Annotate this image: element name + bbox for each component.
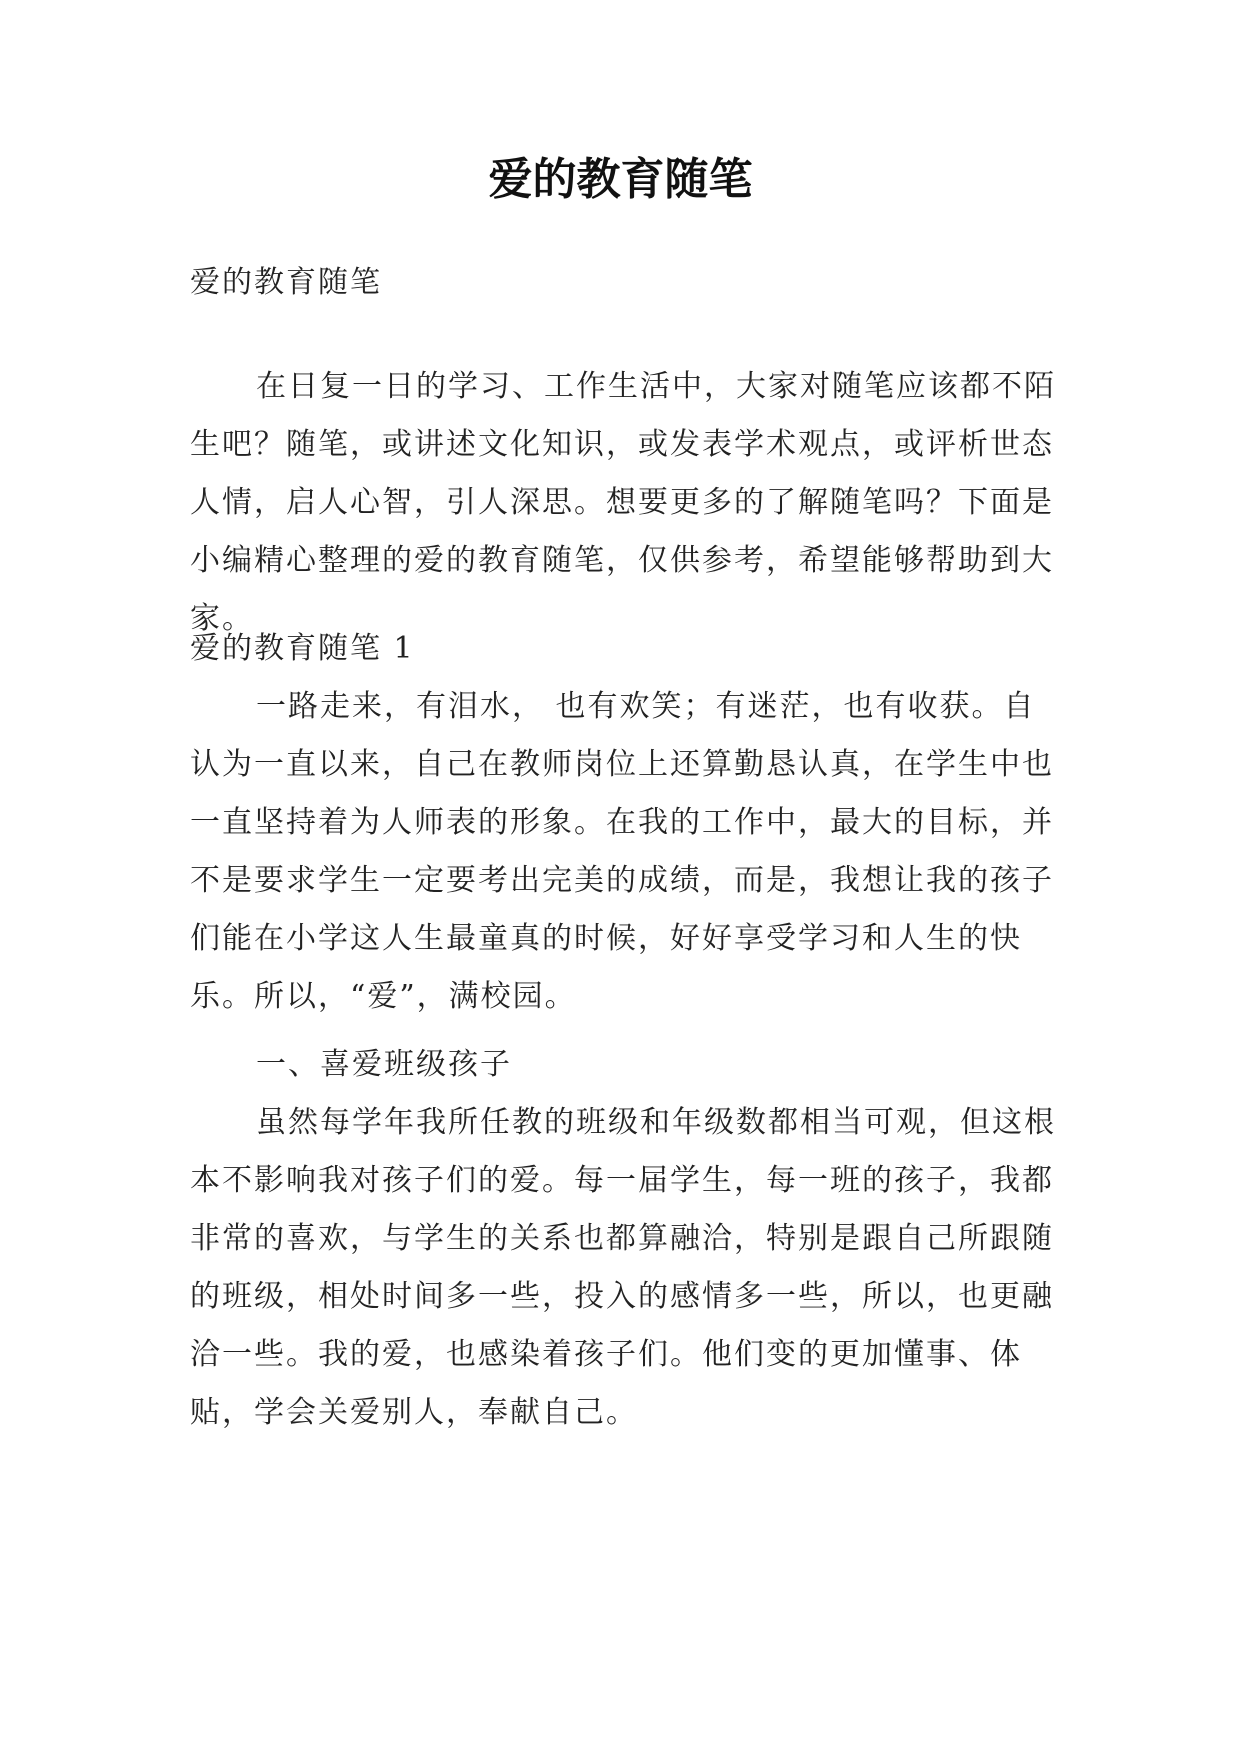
document-subtitle: 爱的教育随笔 — [190, 265, 382, 300]
document-title: 爱的教育随笔 — [488, 154, 753, 205]
section-heading-1: 爱的教育随笔 1 — [190, 631, 415, 666]
subheading-1: 一、喜爱班级孩子 — [256, 1047, 512, 1082]
section-1-paragraph-2: 虽然每学年我所任教的班级和年级数都相当可观，但这根本不影响我对孩子们的爱。每一届学生，每一班的孩子，我都非常的喜欢，与学生的关系也都算融洽，特别是跟自己所跟随的班级，相处时间多一些，投入的感情多一些，所以，也更融洽一些。我的爱，也感染着孩子们。他们变的更加懂事、体贴，学会关爱别人，奉献自己。 — [190, 1105, 1056, 1430]
section-1-paragraph-1: 一路走来，有泪水， 也有欢笑；有迷茫，也有收获。自认为一直以来，自己在教师岗位上还算勤恳认真，在学生中也一直坚持着为人师表的形象。在我的工作中，最大的目标，并不是要求学生一定要考出完美的成绩，而是，我想让我的孩子们能在小学这人生最童真的时候，好好享受学习和人生的快乐。所以，“爱”，满校园。 — [190, 689, 1054, 1014]
intro-paragraph: 在日复一日的学习、工作生活中，大家对随笔应该都不陌生吧？随笔，或讲述文化知识，或发表学术观点，或评析世态人情，启人心智，引人深思。想要更多的了解随笔吗？下面是小编精心整理的爱的教育随笔，仅供参考，希望能够帮助到大家。 — [190, 369, 1056, 636]
